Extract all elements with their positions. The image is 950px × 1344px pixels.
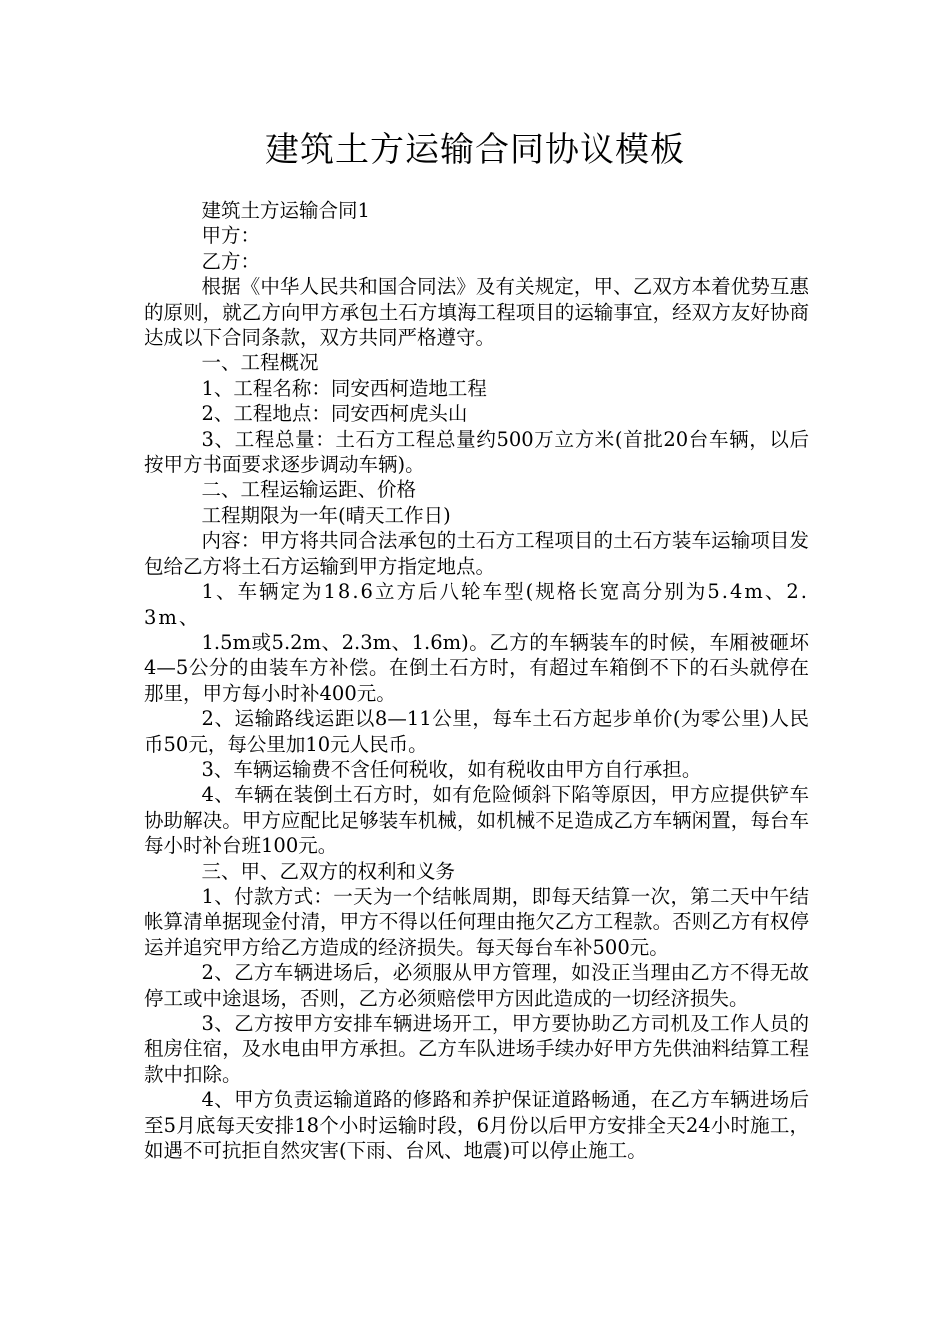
contract-heading: 建筑土方运输合同1 xyxy=(201,199,370,222)
party-b-line: 乙方： xyxy=(201,249,261,273)
road-maintenance-item: 4、甲方负责运输道路的修路和养护保证道路畅通，在乙方车辆进场后至5月底每天安排18个小时运输时段，6月份以后甲方安排全天24小时施工，如遇不可抗拒自然灾害(下雨、台风、地震)可以停止施工。 xyxy=(144,1088,809,1163)
project-name-item: 1、工程名称：同安西柯造地工程 xyxy=(201,376,487,400)
section-heading-distance-price: 二、工程运输运距、价格 xyxy=(201,478,417,502)
document-title: 建筑土方运输合同协议模板 xyxy=(265,130,685,170)
project-location-item: 2、工程地点：同安西柯虎头山 xyxy=(201,402,468,426)
vehicle-spec-item: 1、车辆定为18.6立方后八轮车型(规格长宽高分别为5.4m、2.3m、 xyxy=(144,580,809,629)
route-distance-item: 2、运输路线运距以8—11公里，每车土石方起步单价(为零公里)人民币50元，每公里加10元人民币。 xyxy=(144,707,809,756)
content-paragraph: 内容：甲方将共同合法承包的土石方工程项目的土石方装车运输项目发包给乙方将土石方运输到甲方指定地点。 xyxy=(144,529,809,578)
project-duration-line: 工程期限为一年(晴天工作日) xyxy=(201,503,451,527)
project-volume-item: 3、工程总量：土石方工程总量约500万立方米(首批20台车辆，以后按甲方书面要求逐步调动车辆)。 xyxy=(144,427,809,477)
payment-method-item: 1、付款方式：一天为一个结帐周期，即每天结算一次，第二天中午结帐算清单据现金付清，甲方不得以任何理由拖欠乙方工程款。否则乙方有权停运并追究甲方给乙方造成的经济损失。每天每台车补500元。 xyxy=(144,884,809,959)
section-heading-rights-obligations: 三、甲、乙双方的权利和义务 xyxy=(201,859,456,883)
loading-risk-item: 4、车辆在装倒土石方时，如有危险倾斜下陷等原因，甲方应提供铲车协助解决。甲方应配比足够装车机械，如机械不足造成乙方车辆闲置，每台车每小时补台班100元。 xyxy=(144,783,809,858)
section-heading-overview: 一、工程概况 xyxy=(201,351,319,375)
document-body xyxy=(144,198,809,1163)
tax-item: 3、车辆运输费不含任何税收，如有税收由甲方自行承担。 xyxy=(201,757,702,781)
vehicle-spec-continued: 1.5m或5.2m、2.3m、1.6m)。乙方的车辆装车的时候，车厢被砸坏4—5公分的由装车方补偿。在倒土石方时，有超过车箱倒不下的石头就停在那里，甲方每小时补400元。 xyxy=(144,630,809,705)
preamble-paragraph: 根据《中华人民共和国合同法》及有关规定，甲、乙双方本着优势互惠的原则，就乙方向甲方承包土石方填海工程项目的运输事宜，经双方友好协商达成以下合同条款，双方共同严格遵守。 xyxy=(144,275,809,350)
accommodation-item: 3、乙方按甲方安排车辆进场开工，甲方要协助乙方司机及工作人员的租房住宿，及水电由甲方承担。乙方车队进场手续办好甲方先供油料结算工程款中扣除。 xyxy=(144,1012,809,1086)
party-a-line: 甲方： xyxy=(201,224,261,248)
vehicle-management-item: 2、乙方车辆进场后，必须服从甲方管理，如没正当理由乙方不得无故停工或中途退场，否则，乙方必须赔偿甲方因此造成的一切经济损失。 xyxy=(144,961,809,1010)
